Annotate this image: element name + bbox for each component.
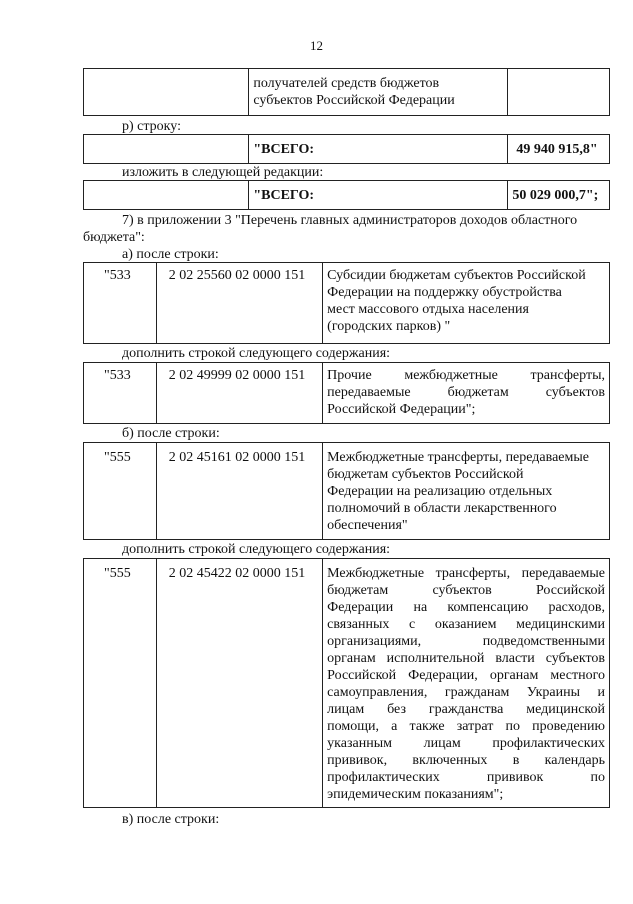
top-table-cell-empty-right [508,69,609,115]
total-new-table [83,180,610,210]
p-string-label: р) строку: [122,119,181,134]
top-table-cell-empty [84,69,249,115]
v-label: в) после строки: [122,812,220,827]
row-b-desc [323,443,609,539]
row-a-add-desc-line: передаваемые бюджетам субъектов [327,385,605,400]
row-b-add-desc-line: лицам без гражданства медицинской [327,702,605,717]
top-table-cell-text [249,69,508,115]
row-b-kbk: 2 02 45161 02 0000 151 [157,443,323,539]
total-old-cell-empty [84,135,249,163]
total-old-label: "ВСЕГО: [249,135,508,163]
top-table-line: субъектов Российской Федерации [253,93,455,108]
row-a-code: "533 [84,263,157,343]
row-a-add-table [83,362,610,424]
a-label: а) после строки: [122,247,219,262]
row-a-add-code: "533 [84,363,157,423]
row-a-kbk: 2 02 25560 02 0000 151 [157,263,323,343]
row-b-add-desc-line: Российской Федерации, органам местного [327,668,605,683]
row-b-add-desc-line: связанных с оказанием медицинскими [327,617,605,632]
row-a-table [83,262,610,344]
total-new-cell-empty [84,181,249,209]
row-b-desc-line: Межбюджетные трансферты, передаваемые [327,450,589,465]
row-b-desc-line: бюджетам субъектов Российской [327,467,524,482]
row-b-table [83,442,610,540]
row-b-add-desc-line: помощи, а также затрат по проведению [327,719,605,734]
row-b-desc-line: полномочий в области лекарственного [327,501,557,516]
row-a-add-desc-line: Российской Федерации"; [327,402,476,417]
row-b-add-desc-line: профилактических прививок по [327,770,605,785]
edit-label: изложить в следующей редакции: [122,165,324,180]
item7-line1: 7) в приложении 3 "Перечень главных администраторов доходов областного [122,213,578,228]
row-a-add-desc [323,363,609,423]
row-b-add-desc-line: указанным лицам профилактических [327,736,605,751]
page-number: 12 [310,38,323,53]
row-a-add-kbk: 2 02 49999 02 0000 151 [157,363,323,423]
total-new-label: "ВСЕГО: [249,181,508,209]
total-new-value: 50 029 000,7"; [512,188,599,203]
b-label: б) после строки: [122,426,220,441]
row-a-desc-line: мест массового отдыха населения [327,302,529,317]
row-b-add-desc-line: прививок, включенных в календарь [327,753,605,768]
row-b-code: "555 [84,443,157,539]
row-b-add-desc-line: органам исполнительной власти субъектов [327,651,605,666]
add-label-1: дополнить строкой следующего содержания: [122,346,391,361]
row-b-add-code: "555 [84,559,157,807]
row-a-desc-line: (городских парков) " [327,319,451,334]
row-b-desc-line: обеспечения" [327,518,408,533]
row-b-add-desc [323,559,609,807]
row-b-desc-line: Федерации на реализацию отдельных [327,484,553,499]
row-b-add-desc-line: эпидемическим показаниям"; [327,787,504,802]
row-b-add-desc-line: самоуправления, гражданам Украины и [327,685,605,700]
row-b-add-desc-line: бюджетам субъектов Российской [327,583,605,598]
row-b-add-desc-line: Федерации на компенсацию расходов, [327,600,605,615]
row-a-desc-line: Субсидии бюджетам субъектов Российской [327,268,586,283]
row-a-desc [323,263,609,343]
total-old-table [83,134,610,164]
item7-line2: бюджета": [83,230,145,245]
row-a-desc-line: Федерации на поддержку обустройства [327,285,562,300]
top-table-line: получателей средств бюджетов [253,76,440,91]
row-b-add-desc-line: Межбюджетные трансферты, передаваемые [327,566,605,581]
total-old-value: 49 940 915,8" [516,142,598,157]
row-b-add-desc-line: организациями, подведомственными [327,634,605,649]
row-b-add-kbk: 2 02 45422 02 0000 151 [157,559,323,807]
row-b-add-table [83,558,610,808]
add-label-2: дополнить строкой следующего содержания: [122,542,391,557]
row-a-add-desc-line: Прочие межбюджетные трансферты, [327,368,605,383]
top-table [83,68,610,116]
